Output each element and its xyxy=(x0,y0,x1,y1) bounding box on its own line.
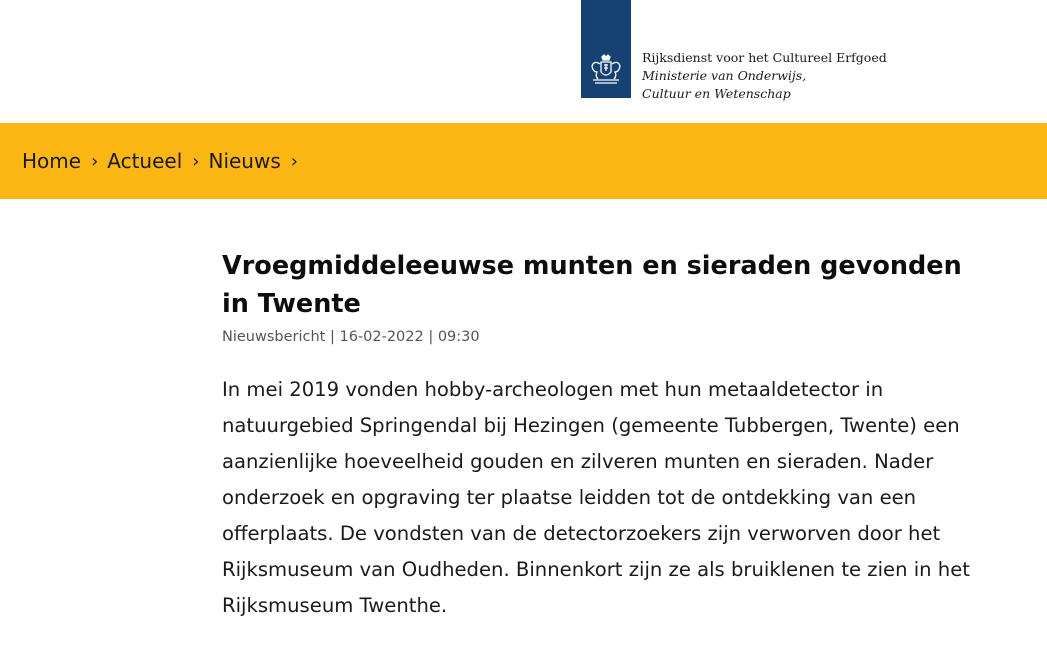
chevron-right-icon: › xyxy=(192,150,200,172)
breadcrumb xyxy=(22,149,307,173)
page-title: Vroegmiddeleeuwse munten en sieraden gevonden in Twente xyxy=(222,251,962,319)
site-header xyxy=(0,0,1047,123)
organization-name: Rijksdienst voor het Cultureel Erfgoed xyxy=(642,50,887,65)
breadcrumb-bar xyxy=(0,123,1047,199)
breadcrumb-actueel[interactable]: Actueel xyxy=(107,149,183,173)
breadcrumb-home[interactable]: Home xyxy=(22,149,82,173)
logo-link[interactable] xyxy=(581,0,631,98)
organization-text xyxy=(642,49,902,103)
article-content xyxy=(222,247,1002,644)
ministry-name: Ministerie van Onderwijs, Cultuur en Wetenschap xyxy=(642,68,807,101)
chevron-right-icon: › xyxy=(91,150,99,172)
article-intro: In mei 2019 vonden hobby-archeologen met hun metaaldetector in natuurgebied Springendal bij Hezingen (gemeente Tubbergen, Twente) een aanzienlijke hoeveelheid gouden en zilveren munten en sieraden. Nader onderzoek en opgraving ter plaatse leidden tot de ontdekking van een offerplaats. De vondsten van de detectorzoekers zijn verworven door het Rijksmuseum van Oudheden. Binnenkort zijn ze als bruiklenen te zien in het Rijksmuseum Twenthe. xyxy=(222,378,970,617)
coat-of-arms-icon xyxy=(588,54,624,86)
article-meta: Nieuwsbericht | 16-02-2022 | 09:30 xyxy=(222,329,480,345)
breadcrumb-nieuws[interactable]: Nieuws xyxy=(208,149,281,173)
chevron-right-icon: › xyxy=(290,150,298,172)
